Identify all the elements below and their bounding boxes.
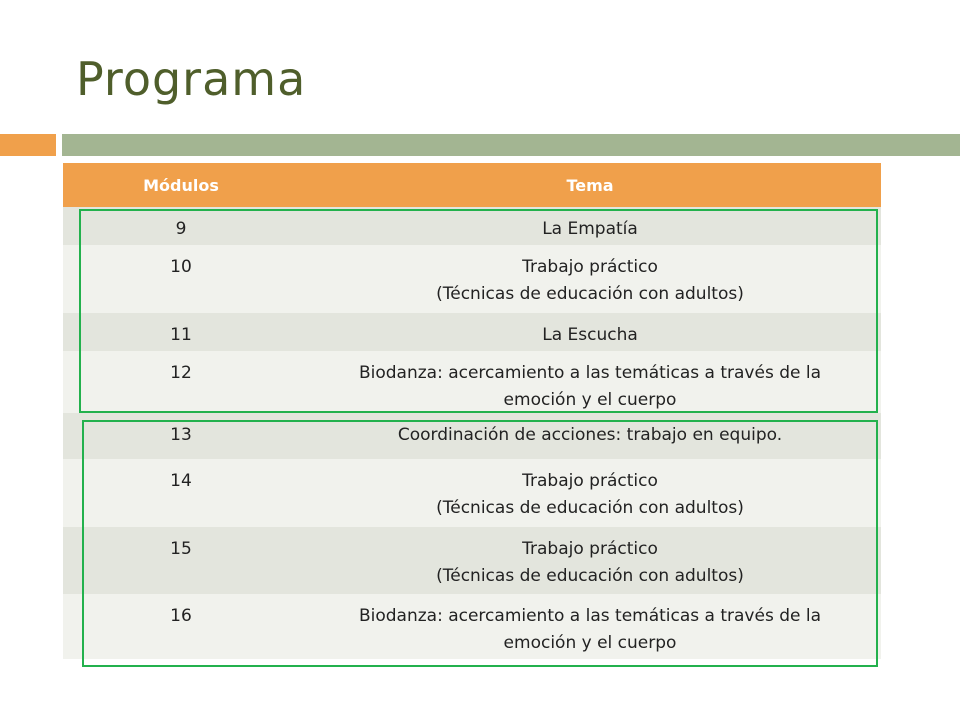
topic-line: La Escucha — [542, 325, 638, 345]
module-number: 14 — [170, 471, 192, 491]
accent-bar-green — [62, 134, 960, 156]
topic-line: emoción y el cuerpo — [503, 633, 677, 653]
module-number: 16 — [170, 606, 192, 626]
topic-cell — [299, 413, 881, 449]
table-row — [63, 413, 881, 459]
module-number: 10 — [170, 257, 192, 277]
topic-line: (Técnicas de educación con adultos) — [436, 498, 744, 518]
topic-cell — [299, 245, 881, 308]
topic-line: Coordinación de acciones: trabajo en equipo. — [397, 425, 783, 445]
table-row — [63, 351, 881, 413]
topic-cell — [299, 351, 881, 414]
topic-cell — [299, 313, 881, 349]
header-tema: Tema — [566, 175, 614, 195]
topic-line: emoción y el cuerpo — [503, 390, 677, 410]
module-number: 11 — [170, 325, 192, 345]
topic-cell — [299, 459, 881, 522]
page-title: Programa — [76, 52, 307, 106]
table-row — [63, 594, 881, 659]
topic-cell — [299, 594, 881, 657]
topic-cell — [299, 527, 881, 590]
topic-line: Trabajo práctico — [522, 257, 658, 277]
header-modulos: Módulos — [143, 175, 219, 195]
module-number: 15 — [170, 539, 192, 559]
accent-bar-orange — [0, 134, 56, 156]
table-row — [63, 313, 881, 351]
topic-line: (Técnicas de educación con adultos) — [436, 284, 744, 304]
table-row — [63, 527, 881, 594]
topic-cell — [299, 207, 881, 243]
topic-line: (Técnicas de educación con adultos) — [436, 566, 744, 586]
module-number: 13 — [170, 425, 192, 445]
module-number: 12 — [170, 363, 192, 383]
program-table — [63, 163, 881, 659]
table-row — [63, 207, 881, 245]
topic-line: La Empatía — [542, 219, 638, 239]
topic-line: Trabajo práctico — [522, 471, 658, 491]
topic-line: Trabajo práctico — [522, 539, 658, 559]
module-number: 9 — [175, 219, 187, 239]
topic-line: Biodanza: acercamiento a las temáticas a través de la — [358, 363, 822, 383]
table-header-row — [63, 163, 881, 207]
table-row — [63, 459, 881, 527]
topic-line: Biodanza: acercamiento a las temáticas a través de la — [358, 606, 822, 626]
table-row — [63, 245, 881, 313]
